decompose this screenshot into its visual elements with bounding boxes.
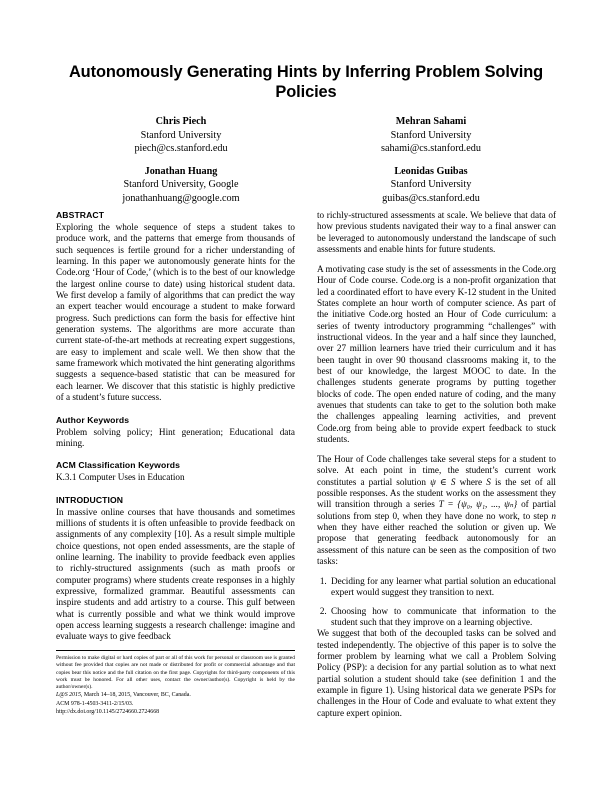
copyright-permission: Permission to make digital or hard copies of part or all of this work for personal or classroom use is granted without fee provided that copies are not made or distributed for profit or commercial advantage and that copies bear this notice and the full citation on the first page. Copyrights for third-party components of this work must be honored. For all other uses, contact the owner/author(s). Copyright is held by the author/owner(s). [56,655,295,691]
list-item: 1. Deciding for any learner what partial solution an educational expert would suggest they transition to next. [329,576,556,599]
author-affiliation: Stanford University [390,129,472,141]
author-keywords-text: Problem solving policy; Hint generation; Educational data mining. [56,426,295,448]
introduction-paragraph-1-continued: to richly-structured assessments at scale. We believe that data of how previous students navigated their way to a final answer can be leveraged to autonomously understand the landscape of such assessments and enable hints for future students. [317,210,556,255]
copyright-isbn: ACM 978-1-4503-3411-2/15/03. [56,700,134,707]
introduction-paragraph-1: In massive online courses that have thousands and sometimes millions of students it is often unfeasible to provide feedback on assignments of any complexity [10]. As a result simple multiple choice questions, not open ended assessments, are the staple of online learning. The inability to provide feedback even applies to richly-structured assignments (such as math proofs or computer programs) where students create responses in a highly expressive, formalized grammar. Beautiful assessments can inspire students and add artistry to a course. This gulf between what is currently possible and what we think would improve open access learning suggests a research challenge: imagine and evaluate ways to give feedback [56,506,295,642]
author-email: sahami@cs.stanford.edu [381,143,481,154]
author-email: jonathanhuang@google.com [122,192,240,204]
author-name: Mehran Sahami [395,116,467,127]
intro-p3-seg2: where [455,476,487,487]
author-entry [56,115,306,156]
author-name: Leonidas Guibas [394,165,468,177]
intro-p3-seg5: when they have either reached the solution or given up. We propose that generating feedback autonomously for an assessment of this nature can be seen as the composition of two tasks: [317,521,556,566]
introduction-heading: INTRODUCTION [56,494,124,505]
conference-details: March 14–18, 2015, Vancouver, BC, Canada. [82,692,191,699]
list-item: 2. Choosing how to communicate that information to the student such that they improve on a learning objective. [329,606,556,629]
two-column-body [56,210,556,755]
task-list [317,576,556,628]
intro-p3-seg1: The Hour of Code challenges take several steps for a student to solve. At each point in time, the student’s current work constitutes a partial solution [317,453,556,487]
copyright-doi: http://dx.doi.org/10.1145/2724660.2724668 [56,709,160,716]
author-entry [306,165,556,206]
math-solution-set: S [486,476,491,487]
introduction-paragraph-3 [317,454,556,567]
author-name: Jonathan Huang [144,165,218,177]
math-transition-series: T = {ψ₀, ψ₁, ..., ψₙ} [438,499,518,510]
math-partial-solution: ψ ∈ S [430,476,456,487]
left-column [56,210,295,755]
acm-classification-text: K.3.1 Computer Uses in Education [56,472,185,483]
intro-p3-seg4: of partial solutions from step 0, when they have done no work, to step [317,499,557,521]
copyright-block [56,650,295,717]
author-keywords-heading: Author Keywords [56,414,130,425]
author-name: Chris Piech [155,116,207,127]
author-email: piech@cs.stanford.edu [134,143,228,154]
author-affiliation: Stanford University [140,129,222,141]
author-affiliation: Stanford University, Google [123,179,239,190]
page-title: Autonomously Generating Hints by Inferring Problem Solving Policies [68,63,544,101]
math-step-n: n [551,510,556,521]
copyright-conference [56,691,295,699]
author-email: guibas@cs.stanford.edu [382,192,480,204]
introduction-paragraph-4: We suggest that both of the decoupled tasks can be solved and tested independently. The objective of this paper is to solve the former problem by learning what we call a Problem Solving Policy (PSP): a decision for any partial solution as to what next partial solution a student should take (see definition 1 and the example in figure 1). Using historical data we generate PSPs for challenges in the Hour of Code and evaluate to what extent they capture expert opinion. [317,628,556,718]
author-affiliation: Stanford University [390,179,472,190]
author-entry [306,115,556,156]
introduction-paragraph-2: A motivating case study is the set of assessments in the Code.org Hour of Code course. Code.org is a non-profit organization that led a coordinated effort to have every K-12 student in the United States complete an hour worth of computer science. As part of the initiative Code.org hosted an Hour of Code curriculum: a series of twenty introductory programming “challenges” with instructional videos. In the year and a half since they launched, over 27 million learners have tried their curriculum and it has been taught in over 90 thousand classrooms making it, to the best of our knowledge, the largest MOOC to date. In the challenges students generate programs by putting together blocks of code. The open ended nature of coding, and the many avenues that students can take to get to the solution both make the challenges appealing learning activities, and prevent Code.org from being able to provide expert feedback to stuck students. [317,263,556,445]
author-list [56,115,556,214]
intro-p3-seg3: is the set of all possible responses. As the student works on the assessment they will transition through a series [317,476,556,510]
conference-name: L@S 2015, [56,692,83,699]
right-column [317,210,556,755]
abstract-heading: ABSTRACT [56,210,105,220]
abstract-text: Exploring the whole sequence of steps a student takes to produce work, and the patterns that emerge from thousands of such sequences is fertile ground for a richer understanding of learning. In this paper we autonomously generate hints for the Code.org ‘Hour of Code,’ (which is to the best of our knowledge the largest online course to date) using historical student data. We first develop a family of algorithms that can predict the way an expert teacher would encourage a student to make forward progress. Such predictions can form the basis for effective hint generation systems. The algorithms are more accurate than current state-of-the-art methods at recreating expert suggestions, are easy to implement and scale well. We then show that the same framework which motivated the hint generating algorithms suggests a sequence-based statistic that can be measured for each learner. We discover that this statistic is highly predictive of a student’s future success. [56,222,295,403]
acm-classification-heading: ACM Classification Keywords [56,460,180,471]
author-entry [56,165,306,206]
